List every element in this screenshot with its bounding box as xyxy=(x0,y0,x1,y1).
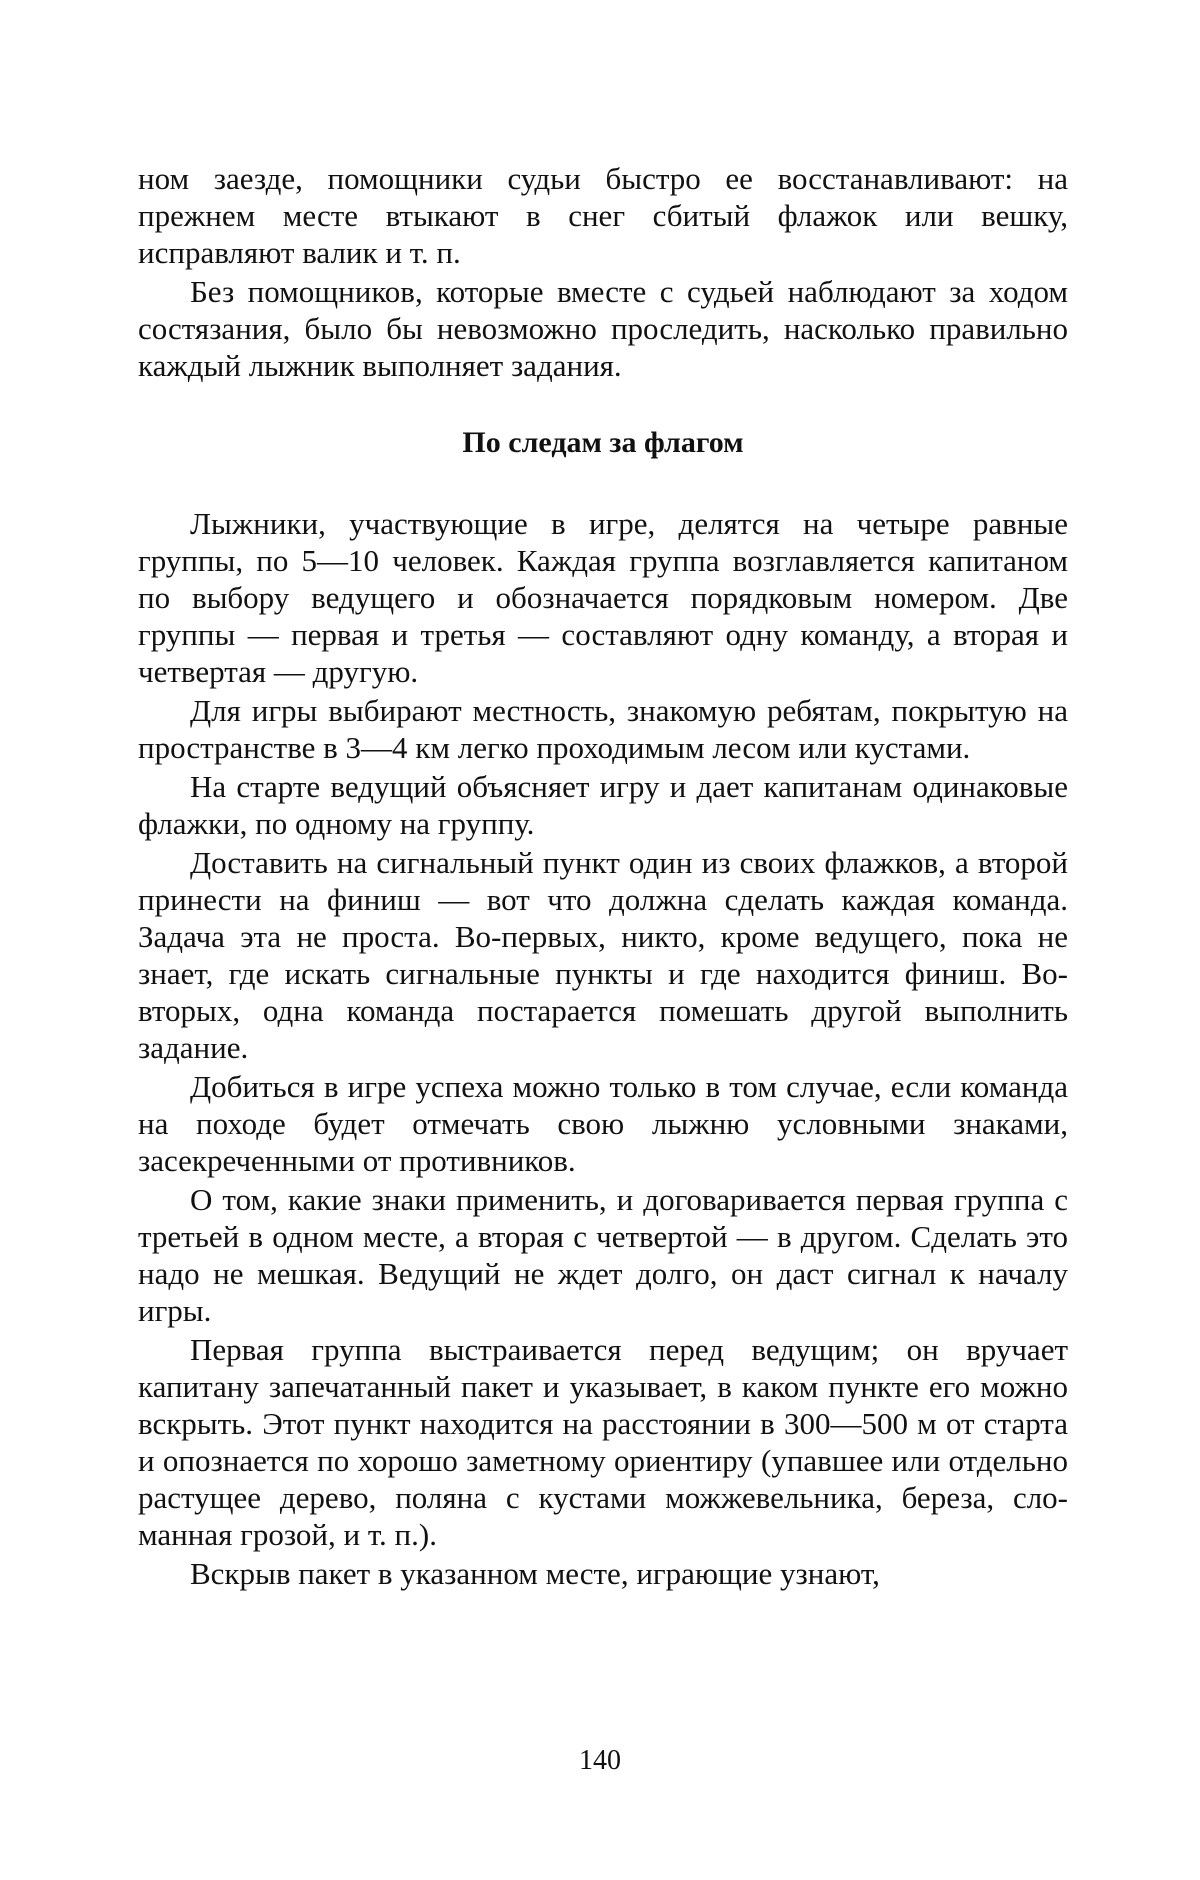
section-heading: По следам за флагом xyxy=(138,424,1068,461)
paragraph: Доставить на сигнальный пункт один из своих флаж­ков, а второй принести на финиш — вот что должна сде­лать каждая команда. Задача эта не проста. Во-первых, никто, кроме ведущего, пока не знает, где искать сигналь­ные пункты и где находится финиш. Во-вторых, одна команда постарается помешать другой выполнить задание. xyxy=(138,844,1068,1066)
page-number: 140 xyxy=(0,1745,1200,1777)
paragraph: Без помощников, которые вместе с судьей наблюдают за ходом состязания, было бы невозможно проследить, насколько правильно каждый лыжник выполняет зада­ния. xyxy=(138,273,1068,384)
paragraph: Для игры выбирают местность, знакомую ребятам, покрытую на пространстве в 3—4 км легко проходимым лесом или кустами. xyxy=(138,692,1068,766)
paragraph: Вскрыв пакет в указанном месте, играющие узнают, xyxy=(138,1555,1068,1592)
paragraph: Лыжники, участвующие в игре, делятся на четыре равные группы, по 5—10 человек. Каждая группа возглав­ляется капитаном по выбору ведущего и обозначается порядковым номером. Две группы — первая и третья — составляют одну команду, а вторая и четвертая — дру­гую. xyxy=(138,505,1068,690)
paragraph: Добиться в игре успеха можно только в том случае, если команда на походе будет отмечать свою лыжню условными знаками, засекреченными от противников. xyxy=(138,1068,1068,1179)
book-page xyxy=(0,0,1200,1880)
paragraph: О том, какие знаки применить, и договаривается пер­вая группа с третьей в одном месте, а вторая с четвер­той — в другом. Сделать это надо не мешкая. Ведущий не ждет долго, он даст сигнал к началу игры. xyxy=(138,1181,1068,1329)
page-text xyxy=(138,160,1068,1592)
paragraph: Первая группа выстраивается перед ведущим; он вру­чает капитану запечатанный пакет и указывает, в каком пункте его можно вскрыть. Этот пункт находится на рас­стоянии в 300—500 м от старта и опознается по хорошо заметному ориентиру (упавшее или отдельно растущее дерево, поляна с кустами можжевельника, береза, сло­манная грозой, и т. п.). xyxy=(138,1331,1068,1553)
paragraph: На старте ведущий объясняет игру и дает капитанам одинаковые флажки, по одному на группу. xyxy=(138,768,1068,842)
paragraph-continuation: ном заезде, помощники судьи быстро ее восстанавливают: на прежнем месте втыкают в снег сбитый флажок или вешку, исправляют валик и т. п. xyxy=(138,160,1068,271)
